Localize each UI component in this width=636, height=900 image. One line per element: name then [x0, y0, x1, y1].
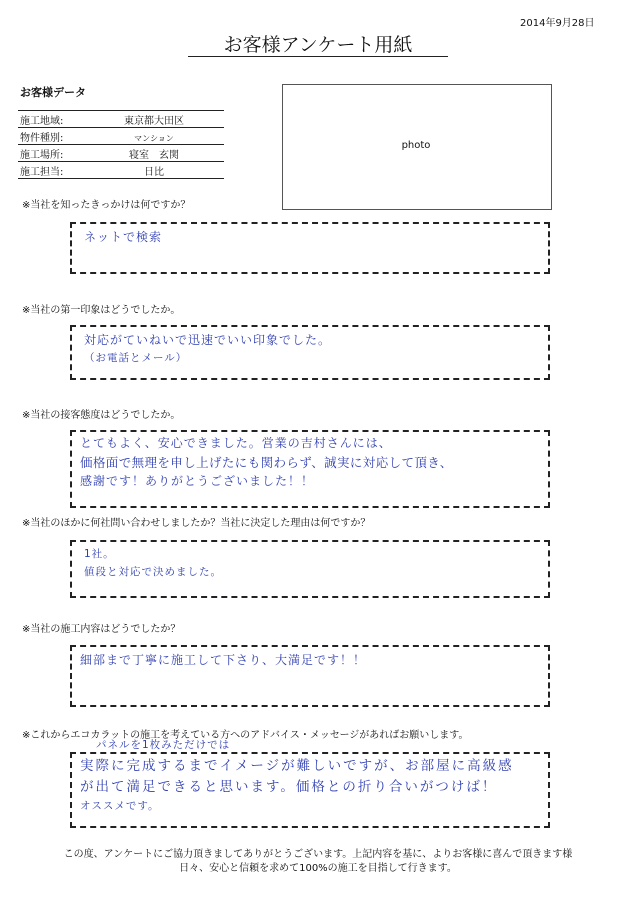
answer-line: 感謝です！ありがとうございました！！: [80, 473, 315, 488]
page-title: お客様アンケート用紙: [223, 34, 413, 56]
field-label: 施工場所:: [18, 145, 84, 162]
answer-line: 実際に完成するまでイメージが難しいですが、お部屋に高級感: [80, 758, 514, 774]
field-value: マンション: [84, 128, 224, 145]
question-5: ※当社の施工内容はどうでしたか？: [22, 624, 181, 635]
survey-date: 2014年9月28日: [520, 18, 595, 29]
footer-line-1: この度、アンケートにご協力頂きましてありがとうございます。上記内容を基に、よりお客様に喜んで頂きます様: [63, 849, 573, 860]
table-row: [18, 111, 224, 128]
field-value: 日比: [84, 162, 224, 179]
field-label: 物件種別:: [18, 128, 84, 145]
customer-data-table: [18, 110, 224, 179]
field-label: 施工担当:: [18, 162, 84, 179]
field-label: 施工地域:: [18, 111, 84, 128]
answer-box-4: [70, 540, 550, 598]
answer-line: とてもよく、安心できました。営業の吉村さんには、: [80, 436, 392, 450]
answer-line: オススメです。: [80, 799, 160, 812]
field-value: 寝室 玄関: [84, 145, 224, 162]
question-2: ※当社の第一印象はどうでしたか。: [22, 305, 181, 316]
footer-line-2: 日々、安心と信頼を求めて100%の施工を目指して行きます。: [179, 863, 457, 874]
answer-box-2: [70, 325, 550, 380]
table-row: [18, 145, 224, 162]
answer-line: 1社。: [84, 548, 115, 560]
answer-line: 対応がていねいで迅速でいい印象でした。: [84, 333, 332, 347]
answer-line: が出て満足できると思います。価格との折り合いがつけば！: [80, 778, 498, 795]
table-row: [18, 128, 224, 145]
photo-label: photo: [401, 140, 431, 151]
answer-line: （お電話とメール）: [84, 351, 188, 364]
answer-line: 細部まで丁寧に施工して下さり、大満足です！！: [80, 653, 367, 667]
answer-box-3: [70, 430, 550, 508]
table-row: [18, 162, 224, 179]
answer-box-1: [70, 222, 550, 274]
question-4: ※当社のほかに何社問い合わせしましたか？当社に決定した理由は何ですか？: [22, 518, 371, 529]
question-6: ※これからエコカラットの施工を考えている方へのアドバイス・メッセージがあればお願いします。: [22, 730, 469, 741]
answer-box-6: [70, 752, 550, 828]
question-1: ※当社を知ったきっかけは何ですか？: [22, 200, 191, 211]
answer-note: パネルを1枚みただけでは: [96, 739, 231, 751]
field-value: 東京都大田区: [84, 111, 224, 128]
answer-line: ネットで検索: [84, 230, 163, 244]
answer-line: 価格面で無理を申し上げたにも関わらず、誠実に対応して頂き、: [80, 454, 453, 470]
customer-data-heading: お客様データ: [20, 86, 86, 99]
question-3: ※当社の接客態度はどうでしたか。: [22, 410, 181, 421]
answer-line: 値段と対応で決めました。: [84, 566, 222, 579]
answer-box-5: [70, 645, 550, 707]
title-underline: [188, 56, 448, 57]
